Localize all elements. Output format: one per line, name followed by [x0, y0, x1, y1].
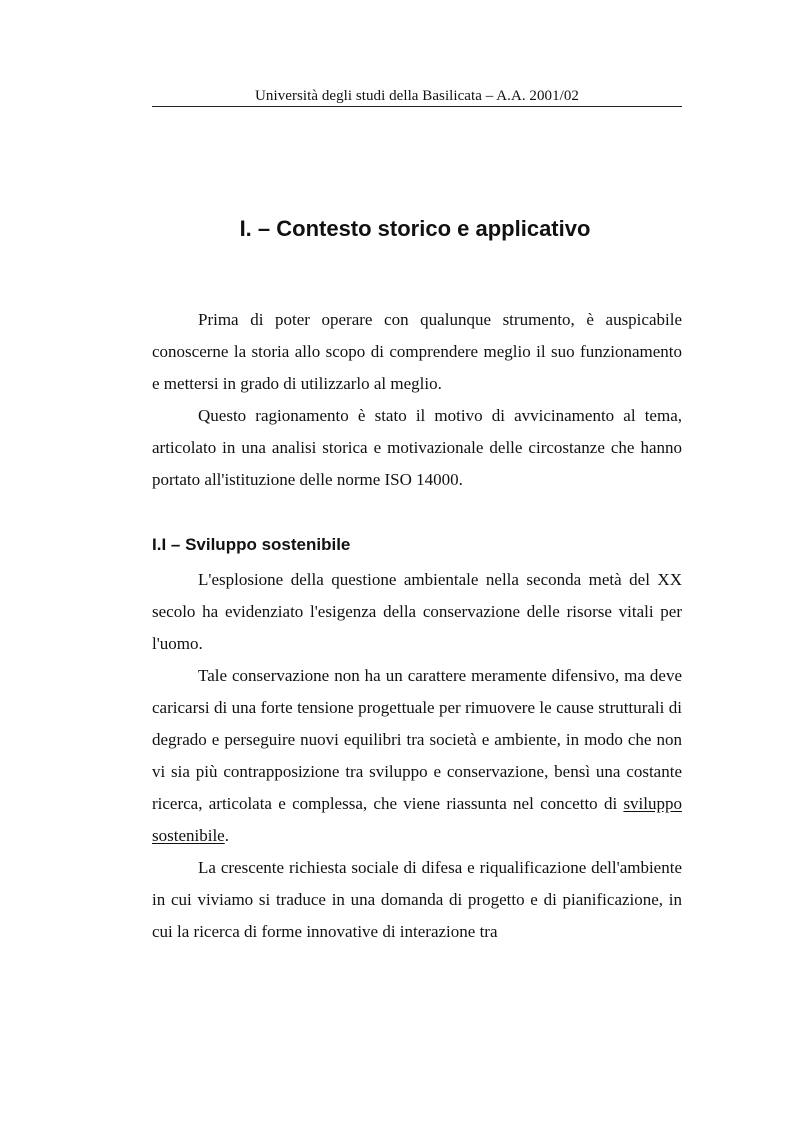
section-paragraph-3: La crescente richiesta sociale di difesa e riqualificazione dell'ambiente in cui viviamo si traduce in una domanda di progetto e di pianificazione, in cui la ricerca di forme innovative di interazione tra	[152, 858, 682, 941]
key-term-sustainable-development: sviluppo sostenibile	[152, 794, 682, 845]
section-paragraph-1: L'esplosione della questione ambientale nella seconda metà del XX secolo ha evidenziato l'esigenza della conservazione delle risorse vitali per l'uomo.	[152, 570, 682, 653]
section-text	[152, 564, 682, 948]
section-paragraph-2-text: Tale conservazione non ha un carattere meramente difensivo, ma deve caricarsi di una forte tensione progettuale per rimuovere le cause strutturali di degrado e perseguire nuovi equilibri tra società e ambiente, in modo che non vi sia più contrapposizione tra sviluppo e conservazione, bensì una costante ricerca, articolata e complessa, che viene riassunta nel concetto di	[152, 666, 682, 813]
section-paragraph-2	[152, 660, 682, 852]
running-header: Università degli studi della Basilicata – A.A. 2001/02	[255, 88, 579, 104]
section-paragraph-2-end: .	[224, 826, 229, 845]
intro-text	[152, 304, 682, 496]
intro-paragraph-2: Questo ragionamento è stato il motivo di avvicinamento al tema, articolato in una analisi storica e motivazionale delle circostanze che hanno portato all'istituzione delle norme ISO 14000.	[152, 406, 682, 489]
section-heading: I.I – Sviluppo sostenibile	[152, 535, 351, 554]
intro-paragraph-1: Prima di poter operare con qualunque strumento, è auspicabile conoscerne la storia allo scopo di comprendere meglio il suo funzionamento e mettersi in grado di utilizzarlo al meglio.	[152, 310, 682, 393]
header-rule	[152, 106, 682, 107]
chapter-title: I. – Contesto storico e applicativo	[239, 216, 591, 241]
